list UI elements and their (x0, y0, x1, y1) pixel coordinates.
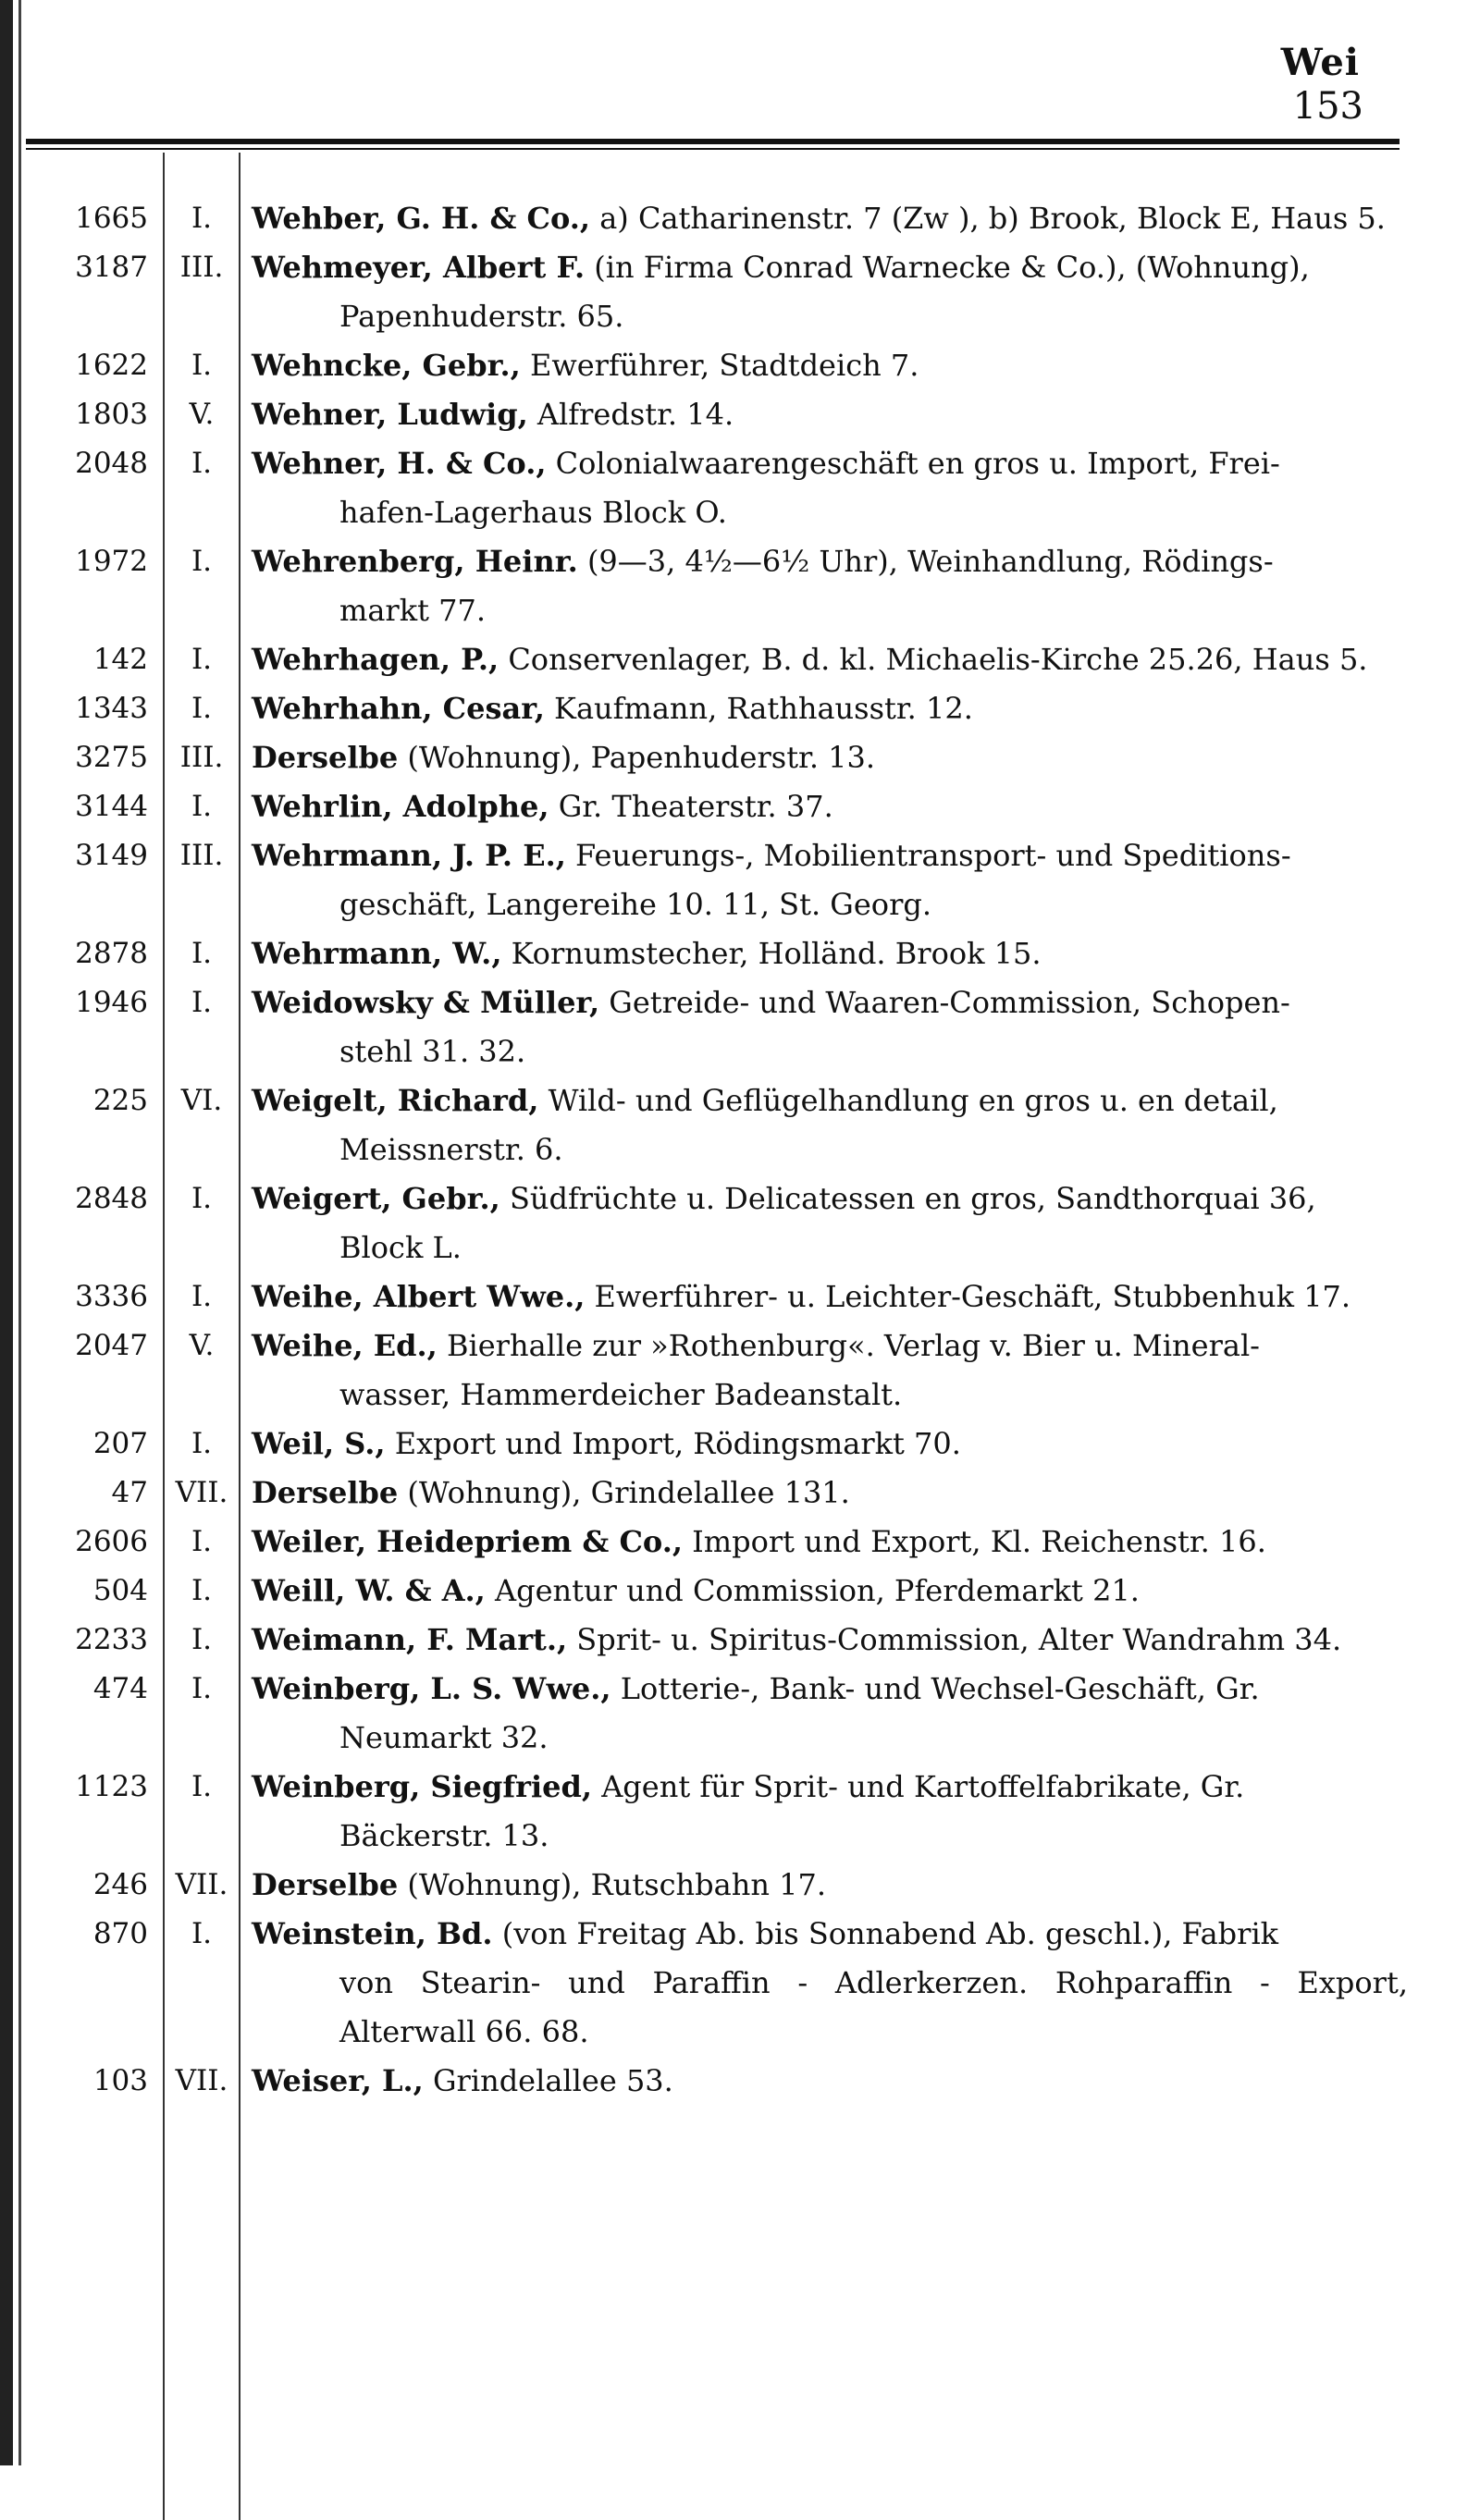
telephone-number: 246 (92, 1868, 148, 1901)
entry-details: (Wohnung), Papenhuderstr. 13. (398, 740, 876, 775)
entry-name: Weimann, F. Mart., (252, 1622, 568, 1657)
district-code: III. (179, 839, 224, 872)
entry-name: Wehncke, Gebr., (252, 348, 521, 383)
entry-text (252, 1665, 1408, 1763)
district-code: I. (191, 349, 213, 382)
entry-text (252, 1321, 1408, 1420)
district-code: I. (191, 1525, 213, 1558)
district-code: III. (179, 251, 224, 284)
district-code: VII. (175, 2064, 228, 2097)
list-item (0, 684, 1480, 733)
entry-text (252, 1076, 1408, 1174)
entry-text (252, 1567, 1408, 1616)
page-number: 153 (1292, 85, 1363, 128)
entry-details: Alfredstr. 14. (527, 397, 734, 432)
district-code: I. (191, 545, 213, 578)
entry-text (252, 1763, 1408, 1861)
entry-text (252, 831, 1408, 929)
entry-text (252, 635, 1408, 684)
entry-text (252, 1174, 1408, 1272)
entry-details: Gr. Theaterstr. 37. (549, 789, 833, 824)
district-code: I. (191, 1917, 213, 1950)
district-code: I. (191, 1672, 213, 1705)
district-code: I. (191, 937, 213, 970)
entry-name: Weidowsky & Müller, (252, 985, 600, 1020)
entry-name: Wehrmann, W., (252, 936, 502, 971)
entry-name: Weinberg, Siegfried, (252, 1769, 593, 1804)
entry-details: Getreide- und Waaren-Commission, Schopen- (599, 985, 1290, 1020)
entry-text (252, 1469, 1408, 1518)
list-item (0, 1861, 1480, 1910)
entry-continuation: Bäckerstr. 13. (339, 1818, 549, 1853)
entry-details: Colonialwaarengeschäft en gros u. Import, Frei- (546, 446, 1280, 481)
list-item (0, 243, 1480, 341)
entry-continuation: Neumarkt 32. (339, 1720, 549, 1755)
entry-text (252, 929, 1408, 978)
telephone-number: 2048 (75, 447, 148, 480)
entry-name: Derselbe (252, 1867, 399, 1902)
list-item (0, 1076, 1480, 1174)
list-item (0, 782, 1480, 831)
entry-name: Wehber, G. H. & Co., (252, 201, 591, 236)
entry-text (252, 243, 1408, 341)
district-code: I. (191, 1427, 213, 1460)
district-code: VII. (175, 1476, 228, 1509)
telephone-number: 870 (92, 1917, 148, 1950)
entry-text (252, 1272, 1408, 1321)
entry-details: Agentur und Commission, Pferdemarkt 21. (485, 1573, 1140, 1608)
list-item (0, 1518, 1480, 1567)
telephone-number: 474 (92, 1672, 148, 1705)
list-item (0, 1174, 1480, 1272)
telephone-number: 1665 (75, 202, 148, 235)
entry-details: Ewerführer, Stadtdeich 7. (520, 348, 919, 383)
entry-continuation: wasser, Hammerdeicher Badeanstalt. (339, 1377, 903, 1412)
district-code: I. (191, 202, 213, 235)
telephone-number: 225 (92, 1084, 148, 1117)
district-code: I. (191, 643, 213, 676)
entry-name: Weinstein, Bd. (252, 1916, 493, 1951)
telephone-number: 1343 (75, 692, 148, 725)
entry-name: Wehrmann, J. P. E., (252, 838, 566, 873)
telephone-number: 2606 (75, 1525, 148, 1558)
entry-details: (in Firma Conrad Warnecke & Co.), (Wohnung), (585, 250, 1310, 285)
telephone-number: 1972 (75, 545, 148, 578)
entry-name: Weill, W. & A., (252, 1573, 486, 1608)
list-item (0, 1910, 1480, 2057)
list-item (0, 1567, 1480, 1616)
entry-name: Wehrhagen, P., (252, 642, 500, 677)
entry-details: Conservenlager, B. d. kl. Michaelis-Kirche 25.26, Haus 5. (499, 642, 1368, 677)
entry-name: Wehner, H. & Co., (252, 446, 547, 481)
entry-details: Südfrüchte u. Delicatessen en gros, Sandthorquai 36, (500, 1181, 1316, 1216)
entry-details: Kornumstecher, Holländ. Brook 15. (501, 936, 1042, 971)
entry-text (252, 439, 1408, 537)
entry-name: Weil, S., (252, 1426, 386, 1461)
list-item (0, 733, 1480, 782)
list-item (0, 1420, 1480, 1469)
entry-name: Weigert, Gebr., (252, 1181, 500, 1216)
entry-details: (9—3, 4½—6½ Uhr), Weinhandlung, Rödings- (577, 544, 1274, 579)
entry-text (252, 194, 1408, 243)
entry-details: Feuerungs-, Mobilientransport- und Speditions- (565, 838, 1291, 873)
district-code: I. (191, 1770, 213, 1803)
entry-name: Wehner, Ludwig, (252, 397, 528, 432)
telephone-number: 2233 (75, 1623, 148, 1656)
entry-name: Weiler, Heidepriem & Co., (252, 1524, 683, 1559)
list-item (0, 1616, 1480, 1665)
telephone-number: 2047 (75, 1329, 148, 1362)
entry-text (252, 1420, 1408, 1469)
entry-name: Weinberg, L. S. Wwe., (252, 1671, 611, 1706)
list-item (0, 439, 1480, 537)
district-code: I. (191, 1574, 213, 1607)
telephone-number: 1946 (75, 986, 148, 1019)
entry-name: Weihe, Albert Wwe., (252, 1279, 586, 1314)
list-item (0, 978, 1480, 1076)
entry-continuation: stehl 31. 32. (339, 1034, 526, 1069)
running-head-key: Wei (1280, 41, 1360, 84)
district-code: III. (179, 741, 224, 774)
telephone-number: 2878 (75, 937, 148, 970)
entry-name: Wehrlin, Adolphe, (252, 789, 549, 824)
entry-details: Agent für Sprit- und Kartoffelfabrikate, Gr. (592, 1769, 1245, 1804)
entry-name: Weigelt, Richard, (252, 1083, 539, 1118)
entry-details: Import und Export, Kl. Reichenstr. 16. (682, 1524, 1266, 1559)
entry-text (252, 733, 1408, 782)
entry-text (252, 1861, 1408, 1910)
list-item (0, 929, 1480, 978)
district-code: I. (191, 986, 213, 1019)
list-item (0, 194, 1480, 243)
entry-list (0, 194, 1480, 2106)
list-item (0, 2057, 1480, 2106)
telephone-number: 2848 (75, 1182, 148, 1215)
entry-details: Lotterie-, Bank- und Wechsel-Geschäft, Gr. (610, 1671, 1260, 1706)
district-code: VI. (180, 1084, 223, 1117)
entry-text (252, 341, 1408, 390)
telephone-number: 207 (92, 1427, 148, 1460)
entry-continuation: Papenhuderstr. 65. (339, 299, 624, 334)
entry-text (252, 537, 1408, 635)
telephone-number: 1622 (75, 349, 148, 382)
telephone-number: 3144 (75, 790, 148, 823)
entry-name: Derselbe (252, 740, 399, 775)
entry-continuation: markt 77. (339, 593, 487, 628)
entry-details: Wild- und Geflügelhandlung en gros u. en detail, (538, 1083, 1278, 1118)
header-rule-thin (26, 148, 1400, 150)
telephone-number: 47 (111, 1476, 148, 1509)
list-item (0, 390, 1480, 439)
entry-text (252, 978, 1408, 1076)
district-code: V. (189, 1329, 215, 1362)
telephone-number: 3275 (75, 741, 148, 774)
telephone-number: 3187 (75, 251, 148, 284)
entry-details: (Wohnung), Rutschbahn 17. (398, 1867, 826, 1902)
district-code: V. (189, 398, 215, 431)
entry-text (252, 2057, 1408, 2106)
entry-name: Wehrhahn, Cesar, (252, 691, 545, 726)
district-code: I. (191, 790, 213, 823)
telephone-number: 3149 (75, 839, 148, 872)
entry-name: Wehmeyer, Albert F. (252, 250, 586, 285)
entry-details: a) Catharinenstr. 7 (Zw ), b) Brook, Block E, Haus 5. (590, 201, 1386, 236)
entry-text (252, 684, 1408, 733)
list-item (0, 1321, 1480, 1420)
telephone-number: 504 (92, 1574, 148, 1607)
district-code: I. (191, 1280, 213, 1313)
list-item (0, 1272, 1480, 1321)
header-rule-thick (26, 139, 1400, 144)
entry-name: Wehrenberg, Heinr. (252, 544, 578, 579)
list-item (0, 537, 1480, 635)
district-code: I. (191, 692, 213, 725)
entry-details: Kaufmann, Rathhausstr. 12. (544, 691, 973, 726)
entry-details: Bierhalle zur »Rothenburg«. Verlag v. Bier u. Mineral- (437, 1328, 1260, 1363)
entry-text (252, 782, 1408, 831)
telephone-number: 1803 (75, 398, 148, 431)
district-code: VII. (175, 1868, 228, 1901)
entry-continuation: Meissnerstr. 6. (339, 1132, 563, 1167)
list-item (0, 1665, 1480, 1763)
entry-details: Sprit- u. Spiritus-Commission, Alter Wandrahm 34. (567, 1622, 1342, 1657)
entry-details: Ewerführer- u. Leichter-Geschäft, Stubbenhuk 17. (585, 1279, 1351, 1314)
entry-continuation: geschäft, Langereihe 10. 11, St. Georg. (339, 887, 932, 922)
entry-name: Weihe, Ed., (252, 1328, 438, 1363)
list-item (0, 1763, 1480, 1861)
entry-text (252, 390, 1408, 439)
entry-details: (Wohnung), Grindelallee 131. (398, 1475, 850, 1510)
list-item (0, 831, 1480, 929)
entry-continuation: von Stearin- und Paraffin - Adlerkerzen. Rohparaffin - Export, Alterwall 66. 68. (339, 1965, 1408, 2049)
telephone-number: 142 (92, 643, 148, 676)
telephone-number: 103 (92, 2064, 148, 2097)
entry-details: (von Freitag Ab. bis Sonnabend Ab. geschl.), Fabrik (492, 1916, 1279, 1951)
entry-name: Weiser, L., (252, 2063, 424, 2098)
list-item (0, 341, 1480, 390)
entry-continuation: Block L. (339, 1230, 462, 1265)
district-code: I. (191, 447, 213, 480)
telephone-number: 3336 (75, 1280, 148, 1313)
entry-name: Derselbe (252, 1475, 399, 1510)
list-item (0, 635, 1480, 684)
district-code: I. (191, 1182, 213, 1215)
list-item (0, 1469, 1480, 1518)
entry-details: Grindelallee 53. (423, 2063, 673, 2098)
entry-continuation: hafen-Lagerhaus Block O. (339, 495, 727, 530)
entry-text (252, 1518, 1408, 1567)
entry-text (252, 1616, 1408, 1665)
district-code: I. (191, 1623, 213, 1656)
entry-text (252, 1910, 1408, 2057)
telephone-number: 1123 (75, 1770, 148, 1803)
entry-details: Export und Import, Rödingsmarkt 70. (385, 1426, 961, 1461)
